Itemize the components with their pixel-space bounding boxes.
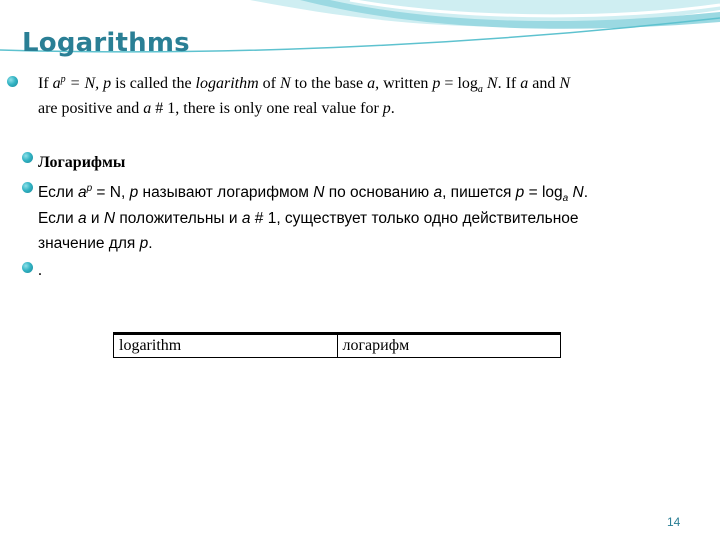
- vocabulary-table: [113, 332, 561, 358]
- ru-paragraph-line-2: Если a и N положительны и a # 1, существует только одно действительное: [38, 210, 579, 227]
- en-paragraph-line-2: are positive and a # 1, there is only one real value for p.: [38, 100, 395, 117]
- table-cell-russian: логарифм: [337, 334, 561, 358]
- ru-paragraph-line-3: значение для p.: [38, 235, 153, 252]
- slide-title: Logarithms: [22, 28, 190, 58]
- bullet-icon: [22, 182, 33, 193]
- table-row: [114, 334, 561, 358]
- bullet-icon: [22, 152, 33, 163]
- ru-paragraph-line-1: Если $a^p = N$, p называют логарифмом N по основанию a, пишется $p = \log_a N$.: [38, 183, 589, 204]
- en-paragraph-line-1: If $a^p = N$, p is called the logarithm of N to the base a, written $p = \log_a N$. If a and N: [38, 74, 570, 95]
- empty-bullet-text: .: [38, 262, 42, 279]
- ru-heading: Логарифмы: [38, 154, 126, 171]
- page-number: 14: [667, 515, 681, 529]
- table-cell-english: logarithm: [114, 334, 338, 358]
- bullet-icon: [22, 262, 33, 273]
- bullet-icon: [7, 76, 18, 87]
